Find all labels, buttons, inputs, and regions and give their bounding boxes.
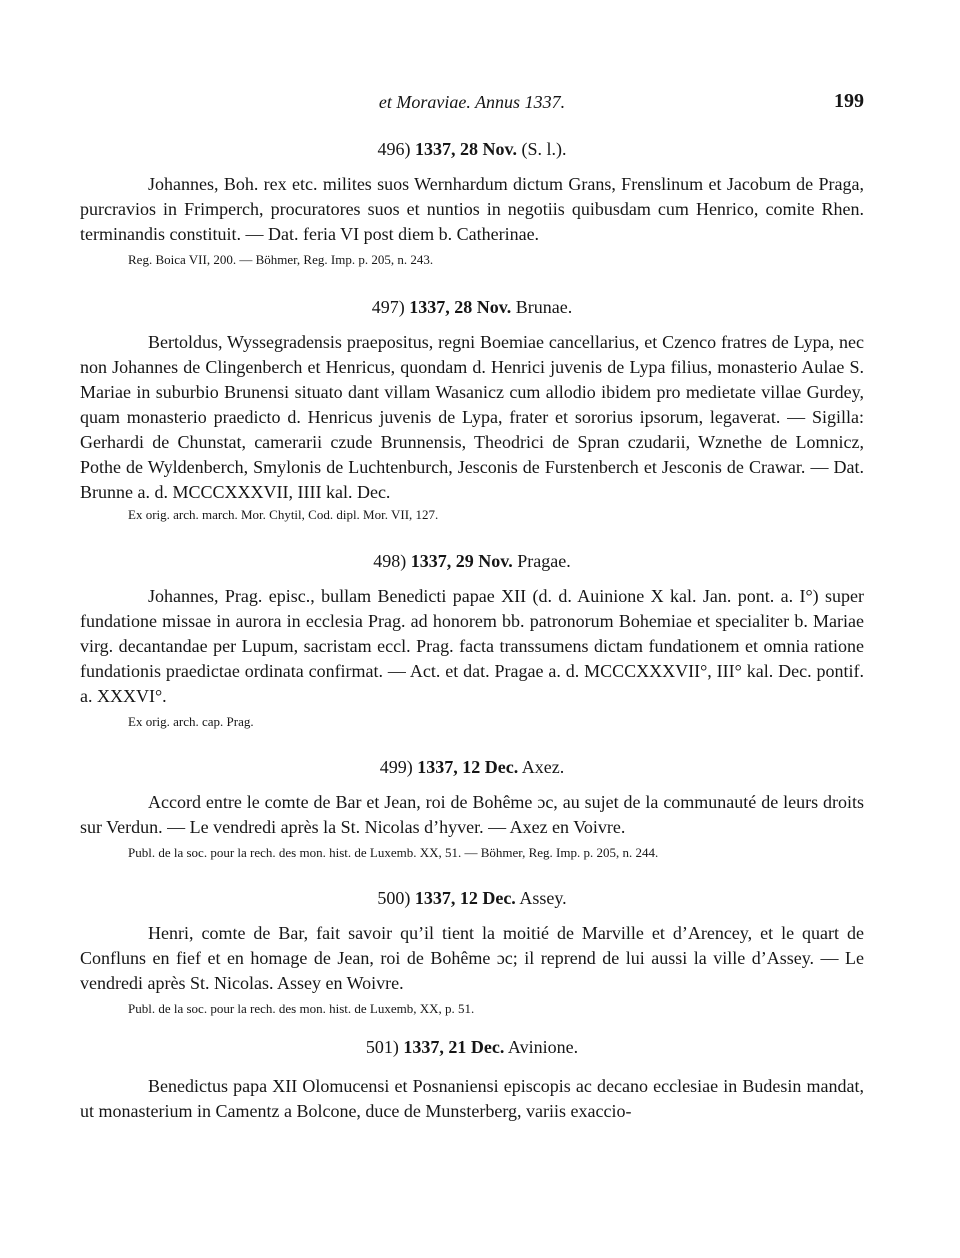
- entry-heading: [80, 548, 864, 574]
- entry-source: Ex orig. arch. march. Mor. Chytil, Cod. dipl. Mor. VII, 127.: [128, 507, 439, 522]
- entry-place: Avinione.: [507, 1037, 579, 1057]
- entry-date: 1337, 28 Nov.: [409, 297, 512, 317]
- entry-number: 500): [377, 888, 411, 908]
- entry-place: Brunae.: [515, 297, 573, 317]
- entry-text: Accord entre le comte de Bar et Jean, roi de Bohême ɔc, au sujet de la communauté de leurs droits sur Verdun. — Le vendredi après la St. Nicolas d’hyver. — Axez en Voivre.: [80, 792, 864, 837]
- entry-497: [80, 294, 864, 525]
- entry-number: 498): [373, 551, 407, 571]
- entry-heading: [80, 294, 864, 320]
- page-number: 199: [834, 90, 864, 112]
- entry-496: [80, 136, 864, 270]
- entry-place: Pragae.: [517, 551, 571, 571]
- entry-date: 1337, 21 Dec.: [403, 1037, 505, 1057]
- entry-number: 501): [365, 1037, 399, 1057]
- entry-text: Henri, comte de Bar, fait savoir qu’il tient la moitié de Marville et d’Arencey, et le quart de Confluns en fief et en homage de Jean, roi de Bohême ɔc; il reprend de lui aussi la ville d’Assey. — Le vendredi après St. Nicolas. Assey en Woivre.: [80, 923, 864, 993]
- entry-number: 496): [377, 139, 411, 159]
- entry-number: 497): [371, 297, 405, 317]
- entry-500: [80, 885, 864, 1019]
- entry-date: 1337, 28 Nov.: [414, 139, 517, 159]
- entry-date: 1337, 12 Dec.: [414, 888, 516, 908]
- entry-heading: [80, 1034, 864, 1060]
- entry-heading: [80, 885, 864, 911]
- entry-date: 1337, 29 Nov.: [410, 551, 513, 571]
- entry-499: [80, 754, 864, 863]
- running-head: [80, 90, 864, 114]
- entry-source: Publ. de la soc. pour la rech. des mon. hist. de Luxemb. XX, 51. — Böhmer, Reg. Imp. p. 205, n. 244.: [128, 845, 659, 860]
- entry-source: Publ. de la soc. pour la rech. des mon. hist. de Luxemb, XX, p. 51.: [128, 1001, 475, 1016]
- entry-498: [80, 548, 864, 732]
- entry-source: Reg. Boica VII, 200. — Böhmer, Reg. Imp. p. 205, n. 243.: [128, 252, 434, 267]
- entry-text: Benedictus papa XII Olomucensi et Posnaniensi episcopis ac decano ecclesiae in Budesin mandat, ut monasterium in Camentz a Bolcone, duce de Munsterberg, variis exaccio-: [80, 1076, 864, 1121]
- entry-date: 1337, 12 Dec.: [417, 757, 519, 777]
- entry-501: [80, 1034, 864, 1124]
- entry-number: 499): [379, 757, 413, 777]
- entry-text: Bertoldus, Wyssegradensis praepositus, regni Boemiae cancellarius, et Czenco fratres de Lypa, nec non Johannes de Clingenberch et Henricus, quondam d. Henrici juvenis de Lypa filius, monasterio Aulae S. Mariae in suburbio Brunensi situato dant villam Wasanicz cum allodio ibidem pro medietate villae Gurdey, quam monasterio praedicto d. Henricus juvenis de Lypa, frater et sororius ipsorum, legaverat. — Sigilla: Gerhardi de Chunstat, camerarii czude Brunnensis, Theodrici de Spran czudarii, Wznethe de Lomnicz, Pothe de Wyldenberch, Smylonis de Luchtenburch, Jesconis de Furstenberch et Jesconis de Crawar. — Dat. Brunne a. d. MCCCXXXVII, IIII kal. Dec.: [80, 332, 864, 502]
- entry-heading: [80, 754, 864, 780]
- entry-text: Johannes, Prag. episc., bullam Benedicti papae XII (d. d. Auinione X kal. Jan. pont. a. I°) super fundatione missae in aurora in ecclesia Prag. ad honorem bb. patronorum Bohemiae et specialiter b. Mariae virg. decantandae per Lupum, sacristam eccl. Prag. facta transsumens dictam fundationem et omnia ratione fundationis praedictae ordinata confirmat. — Act. et dat. Pragae a. d. MCCCXXXVII°, III° kal. Dec. pontif. a. XXXVI°.: [80, 586, 864, 706]
- entry-source: Ex orig. arch. cap. Prag.: [128, 714, 254, 729]
- entry-heading: [80, 136, 864, 162]
- entry-place: Axez.: [521, 757, 565, 777]
- running-title: et Moraviae. Annus 1337.: [378, 92, 566, 112]
- entry-text: Johannes, Boh. rex etc. milites suos Wernhardum dictum Grans, Frenslinum et Jacobum de Praga, purcravios in Frimperch, procuratores suos et nuntios in negotiis quibusdam cum Henrico, comite Rhen. terminandis constituit. — Dat. feria VI post diem b. Catherinae.: [80, 174, 864, 244]
- page-content: [80, 136, 864, 1124]
- entry-place: Assey.: [519, 888, 567, 908]
- entry-place: (S. l.).: [521, 139, 567, 159]
